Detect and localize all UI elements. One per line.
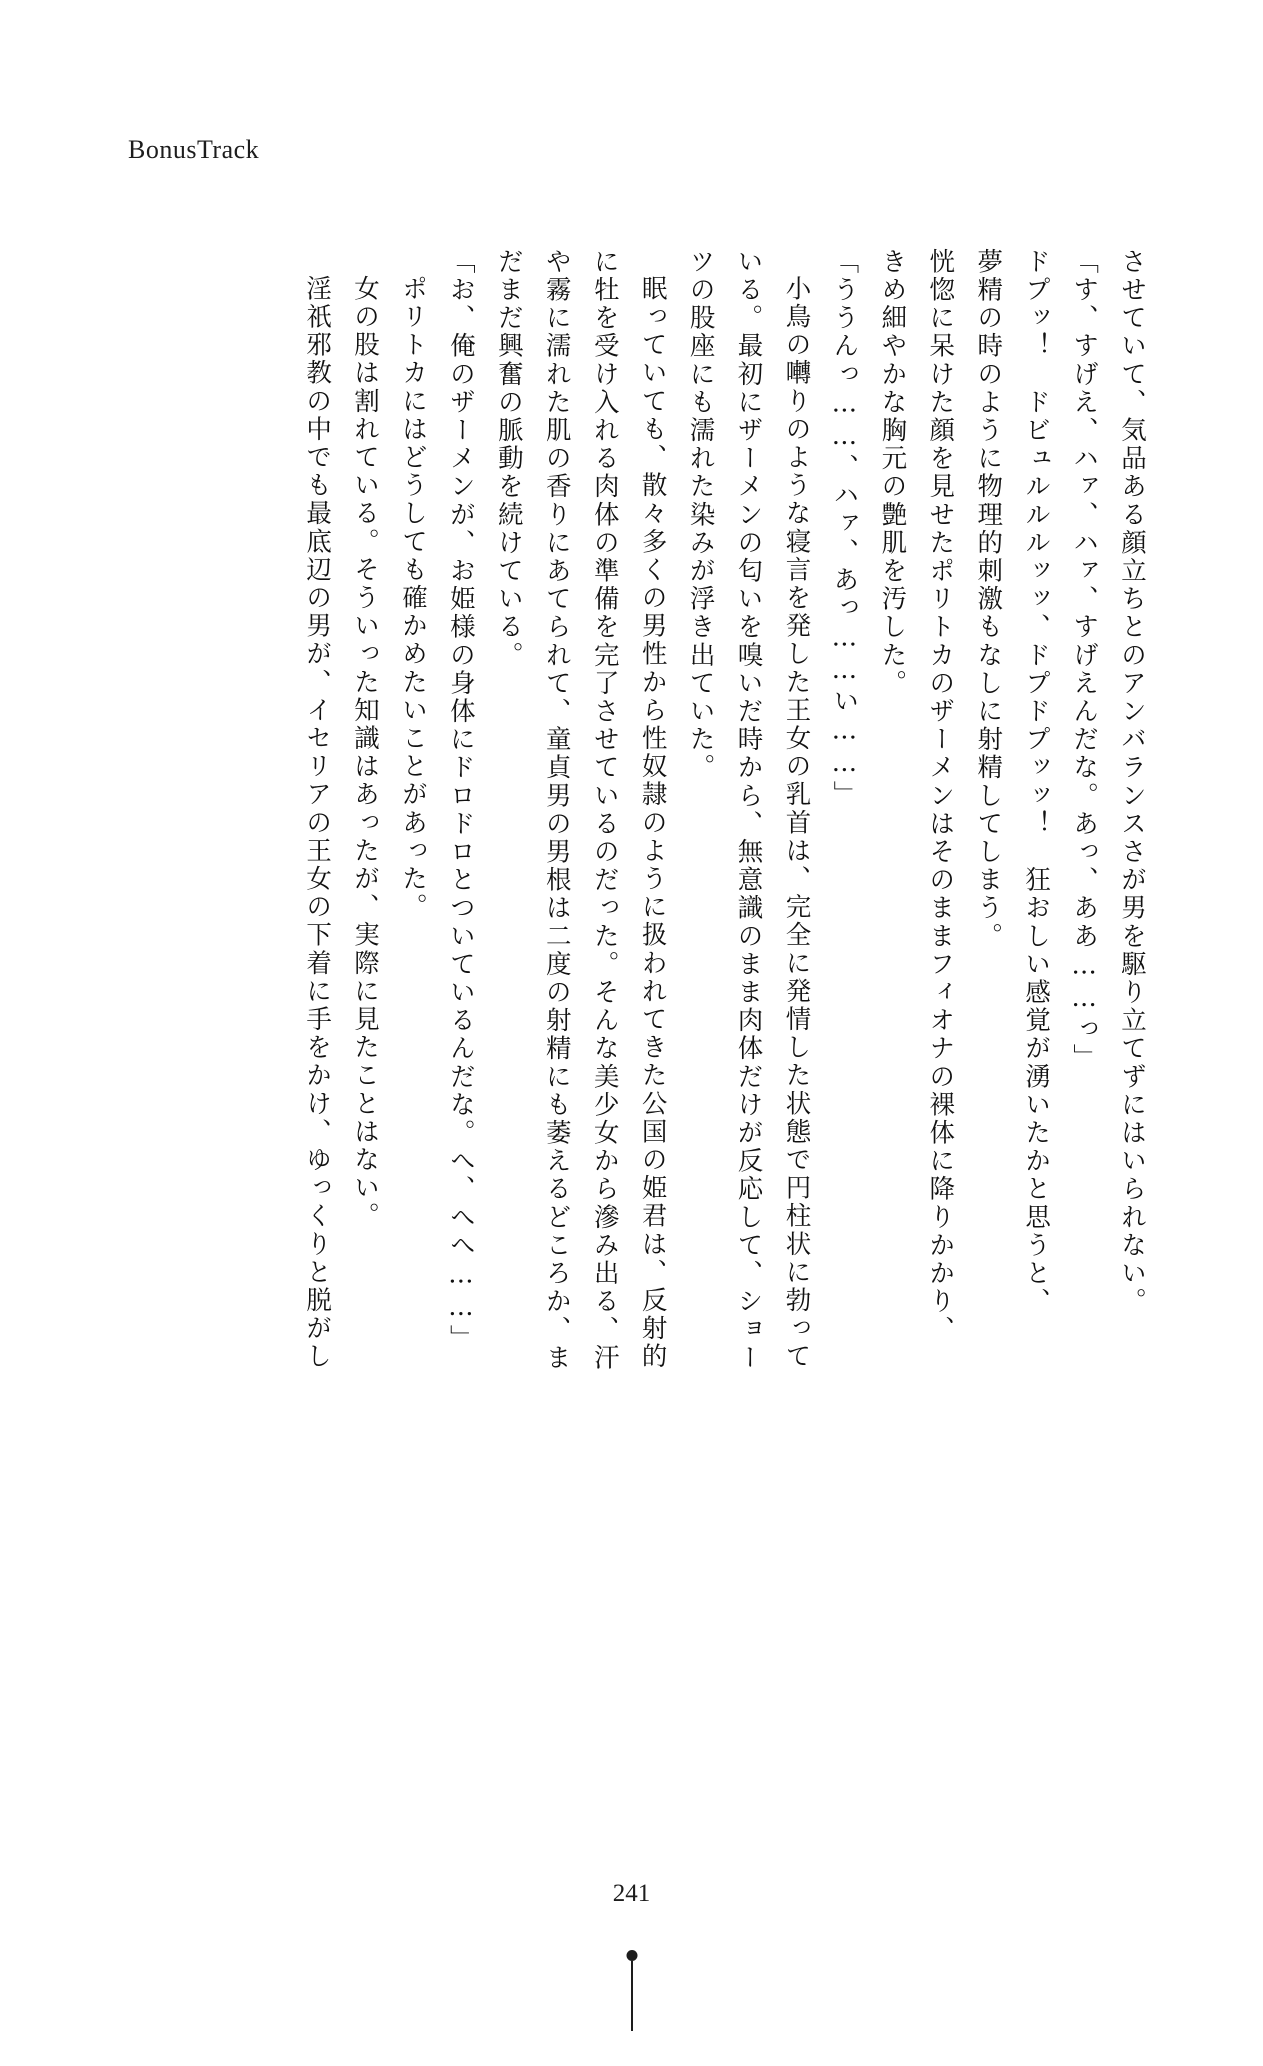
footer-dot-decoration [626,1950,637,1961]
paragraph-line: ポリトカにはどうしても確かめたいことがあった。 [397,275,428,922]
paragraph-line: いる。最初にザーメンの匂いを嗅いだ時から、無意識のまま肉体だけが反応して、ショー [733,248,764,1372]
paragraph-line: ドプッ！ ドビュルルルッッ、ドプドプッッ！ 狂おしい感覚が湧いたかと思うと、 [1021,248,1052,1316]
paragraph-line: 恍惚に呆けた顔を見せたポリトカのザーメンはそのままフィオナの裸体に降りかかり、 [925,248,956,1344]
body-text-vertical [115,248,1155,1788]
paragraph-line: させていて、気品ある顔立ちとのアンバランスさが男を駆り立てずにはいられない。 [1117,248,1147,1316]
paragraph-line: 眠っていても、散々多くの男性から性奴隷のように扱われてきた公国の姫君は、反射的 [637,275,668,1371]
paragraph-line: 小鳥の囀りのような寝言を発した王女の乳首は、完全に発情した状態で円柱状に勃って [781,275,812,1371]
paragraph-line: 「ううんっ……、ハァ、あっ……い……」 [829,248,860,809]
paragraph-line: や霧に濡れた肌の香りにあてられて、童貞男の男根は二度の射精にも萎えるどころか、ま [541,248,572,1372]
page-header: BonusTrack [128,135,260,164]
paragraph-line: だまだ興奮の脈動を続けている。 [493,248,524,670]
paragraph-line: 「す、すげえ、ハァ、ハァ、すげえんだな。あっ、ああ……っ」 [1069,248,1100,1072]
paragraph-line: 「お、俺のザーメンが、お姫様の身体にドロドロとついているんだな。へ、へへ……」 [445,248,476,1353]
paragraph-line: 夢精の時のように物理的刺激もなしに射精してしまう。 [973,248,1004,951]
paragraph-line: 淫祇邪教の中でも最底辺の男が、イセリアの王女の下着に手をかけ、ゆっくりと脱がし [302,275,333,1371]
page-number: 241 [612,1880,651,1907]
paragraph-line: きめ細やかな胸元の艶肌を汚した。 [877,248,908,698]
paragraph-line: 女の股は割れている。そういった知識はあったが、実際に見たことはない。 [350,275,380,1231]
footer-rule-decoration [631,1961,633,2031]
paragraph-line: ツの股座にも濡れた染みが浮き出ていた。 [685,248,716,782]
paragraph-line: に牡を受け入れる肉体の準備を完了させているのだった。そんな美少女から滲み出る、汗 [589,248,620,1372]
